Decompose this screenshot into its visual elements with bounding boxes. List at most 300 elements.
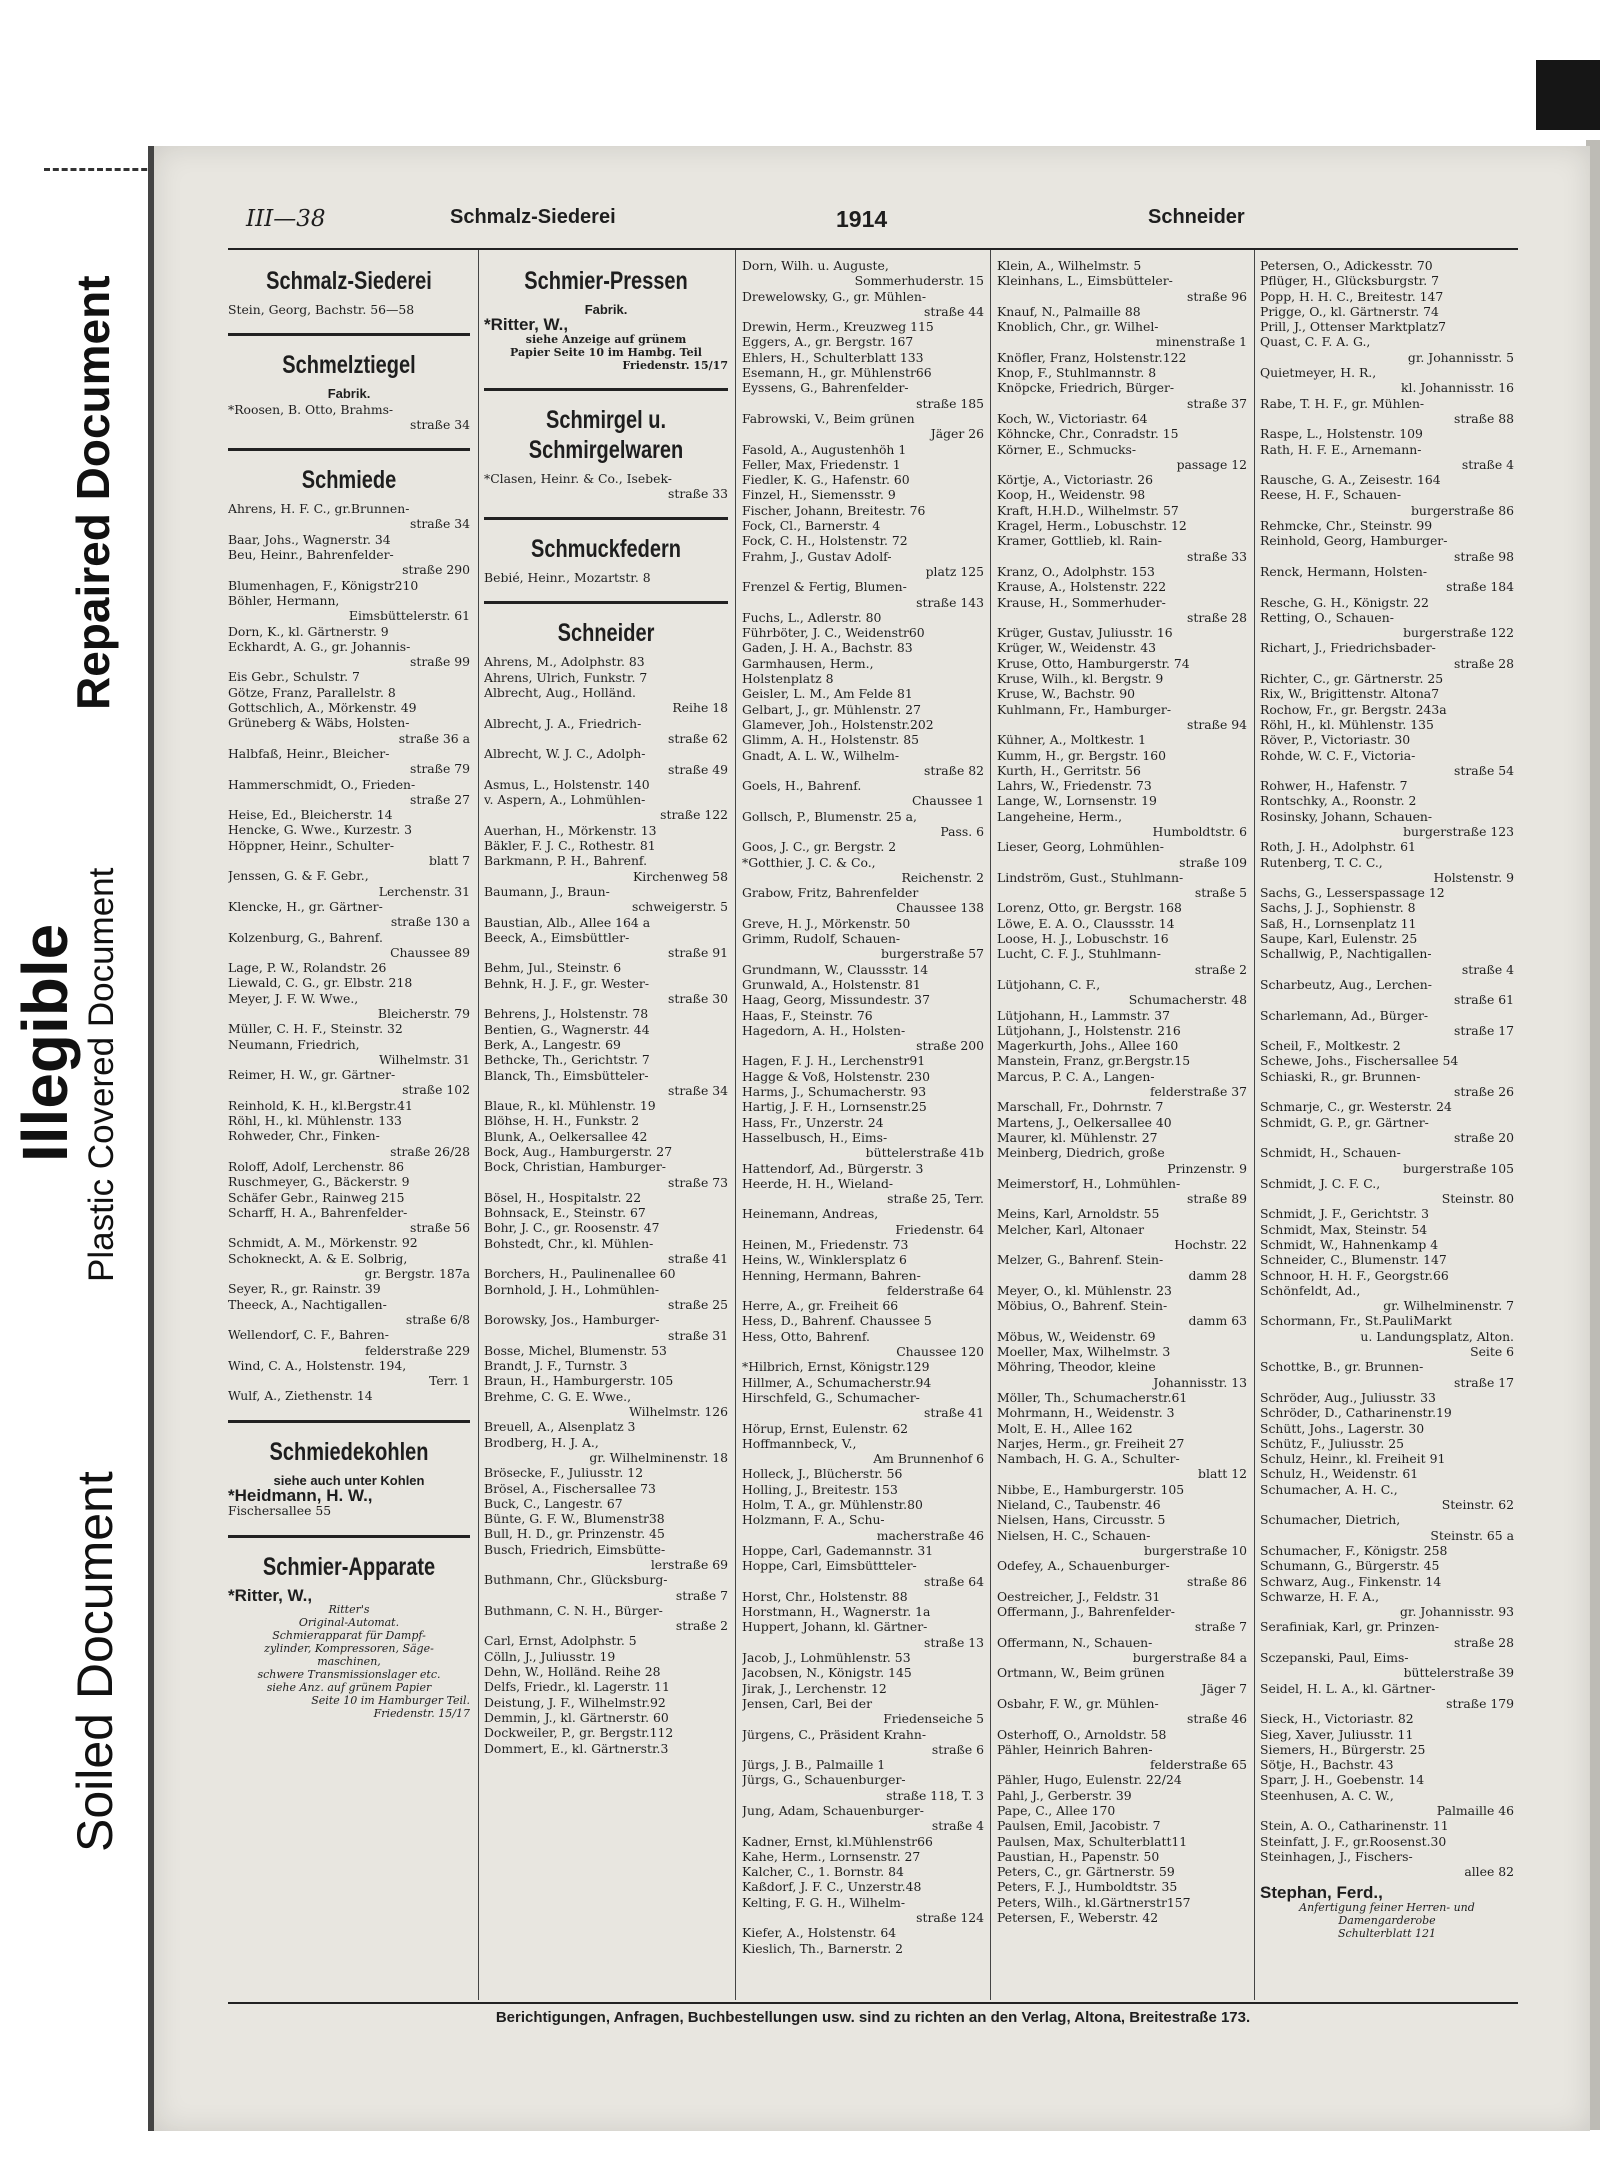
- entry-line: Friedenstr. 64: [895, 1221, 984, 1237]
- entry-line: Quast, C. F. A. G.,: [1260, 334, 1371, 350]
- entry-line: Pahl, J., Gerberstr. 39: [997, 1787, 1132, 1803]
- entry-line: Breuell, A., Alsenplatz 3: [484, 1419, 636, 1435]
- entry-line: platz 125: [925, 563, 984, 579]
- entry-line: Chaussee 120: [896, 1344, 984, 1360]
- entry-line: passage 12: [1176, 456, 1247, 472]
- entry-line: Grunwald, A., Holstenstr. 81: [742, 976, 921, 992]
- scan-edge: [1536, 60, 1600, 130]
- entry-line: *Hilbrich, Ernst, Königstr.129: [742, 1359, 930, 1375]
- entry-line: straße 82: [924, 762, 984, 778]
- entry-line: Melzer, G., Bahrenf. Stein-: [997, 1252, 1164, 1268]
- entry-line: damm 28: [1188, 1267, 1247, 1283]
- entry-line: Humboldtstr. 6: [1152, 823, 1247, 839]
- entry-line: Petersen, F., Weberstr. 42: [997, 1910, 1159, 1926]
- entry-list: [228, 402, 470, 433]
- entry-line: Peters, F. J., Humboldtstr. 35: [997, 1879, 1178, 1895]
- entry-line: Loose, H. J., Lobuschstr. 16: [997, 931, 1169, 947]
- entry-line: maschinen,: [317, 1654, 381, 1668]
- entry-line: burgerstraße 123: [1403, 823, 1514, 839]
- entry-line: Blanck, Th., Eimsbütteler-: [484, 1067, 649, 1083]
- entry-line: Schmidt, A. M., Mörkenstr. 92: [228, 1235, 418, 1251]
- section-heading: Schmiede: [301, 466, 397, 495]
- entry-line: straße 79: [410, 761, 470, 777]
- entry-list: [484, 471, 728, 502]
- entry-line: Retting, O., Schauen-: [1260, 609, 1394, 625]
- entry-line: Reinhold, K. H., kl.Bergstr.41: [228, 1097, 413, 1113]
- entry-line: Kolzenburg, G., Bahrenf.: [228, 929, 383, 945]
- entry-line: Lerchenstr. 31: [378, 883, 470, 899]
- entry-line: Halbfaß, Heinr., Bleicher-: [228, 745, 390, 761]
- entry-line: Hess, D., Bahrenf. Chaussee 5: [742, 1313, 932, 1329]
- stamp-plastic-covered-document: Plastic Covered Document: [82, 867, 121, 1282]
- entry-line: Frenzel & Fertig, Blumen-: [742, 579, 907, 595]
- entry-line: Kumm, H., gr. Bergstr. 160: [997, 747, 1167, 763]
- entry-line: straße 6/8: [405, 1311, 470, 1327]
- entry-line: Resche, G. H., Königstr. 22: [1260, 594, 1429, 610]
- entry-line: Knöpcke, Friedrich, Bürger-: [997, 380, 1175, 396]
- entry-line: straße 91: [668, 945, 728, 961]
- entry-line: Gaden, J. H. A., Bachstr. 83: [742, 640, 913, 656]
- entry-line: Dockweiler, P., gr. Bergstr.112: [484, 1725, 674, 1741]
- entry-line: Kadner, Ernst, kl.Mühlenstr66: [742, 1833, 933, 1849]
- entry-line: Reimer, H. W., gr. Gärtner-: [228, 1067, 396, 1083]
- entry-line: burgerstraße 86: [1411, 502, 1514, 518]
- entry-line: Steinstr. 62: [1441, 1497, 1514, 1513]
- section-rule: [484, 601, 728, 604]
- entry-line: Wilhelmstr. 31: [378, 1051, 470, 1067]
- entry-line: Eckhardt, A. G., gr. Johannis-: [228, 638, 411, 654]
- entry-line: Beu, Heinr., Bahrenfelder-: [228, 547, 394, 563]
- entry-line: straße 20: [1454, 1129, 1514, 1145]
- header-rule: [228, 248, 1518, 250]
- entry-line: Jirak, J., Lerchenstr. 12: [742, 1680, 887, 1696]
- entry-line: siehe Anzeige auf grünem: [525, 332, 687, 346]
- entry-line: Schottke, B., gr. Brunnen-: [1260, 1359, 1424, 1375]
- entry-line: Heinen, M., Friedenstr. 73: [742, 1237, 909, 1252]
- entry-line: Schokneckt, A. & E. Solbrig,: [228, 1250, 408, 1266]
- entry-list: [1260, 258, 1514, 1879]
- entry-line: Jensen, Carl, Bei der: [742, 1695, 872, 1711]
- entry-line: Nieland, C., Taubenstr. 46: [997, 1497, 1161, 1513]
- entry-line: Reichenstr. 2: [901, 869, 984, 885]
- entry-line: Jürgs, G., Schauenburger-: [742, 1772, 906, 1788]
- year: 1914: [836, 206, 888, 232]
- entry-line: Sötje, H., Bachstr. 43: [1260, 1757, 1394, 1773]
- entry-line: Bäkler, F. J. C., Rothestr. 81: [484, 838, 656, 854]
- entry-line: Dehn, W., Holländ. Reihe 28: [484, 1664, 661, 1680]
- entry-line: Heins, W., Winklersplatz 6: [742, 1252, 907, 1268]
- entry-line: Möbus, W., Weidenstr. 69: [997, 1328, 1156, 1344]
- entry-line: Rohde, W. C. F., Victoria-: [1260, 747, 1416, 763]
- entry-line: straße 143: [916, 594, 984, 610]
- stamp-repaired-document: Repaired Document: [67, 275, 119, 710]
- entry-line: Prill, J., Ottenser Marktplatz7: [1260, 319, 1446, 335]
- entry-line: Nielsen, H. C., Schauen-: [997, 1527, 1151, 1543]
- entry-line: Terr. 1: [429, 1373, 470, 1389]
- entry-line: Schulz, H., Weidenstr. 61: [1260, 1466, 1419, 1482]
- entry-line: Brandt, J. F., Turnstr. 3: [484, 1358, 628, 1374]
- entry-line: Demmin, J., kl. Gärtnerstr. 60: [484, 1709, 669, 1725]
- section-rule: [484, 517, 728, 520]
- entry-line: Henning, Hermann, Bahren-: [742, 1267, 921, 1283]
- entry-line: felderstraße 64: [886, 1282, 984, 1298]
- entry-line: Hattendorf, Ad., Bürgerstr. 3: [742, 1160, 924, 1176]
- entry-line: Blunk, A., Oelkersallee 42: [484, 1128, 648, 1144]
- entry-line: Schmidt, J. F., Gerichtstr. 3: [1260, 1206, 1429, 1222]
- entry-line: gr. Johannisstr. 5: [1407, 349, 1514, 365]
- entry-line: Rehmcke, Chr., Steinstr. 99: [1260, 518, 1433, 534]
- stamp-soiled-document: Soiled Document: [67, 1471, 123, 1852]
- entry-line: Rontschky, A., Roonstr. 2: [1260, 793, 1417, 809]
- entry-line: Frahm, J., Gustav Adolf-: [742, 548, 892, 564]
- entry-line: Prinzenstr. 9: [1167, 1160, 1247, 1176]
- entry-line: gr. Johannisstr. 93: [1400, 1604, 1514, 1620]
- entry-line: Lahrs, W., Friedenstr. 73: [997, 778, 1152, 794]
- entry-line: Stein, Georg, Bachstr. 56—58: [228, 302, 415, 317]
- entry-line: Sparr, J. H., Goebenstr. 14: [1260, 1772, 1425, 1788]
- entry-line: Siemers, H., Bürgerstr. 25: [1260, 1741, 1426, 1757]
- entry-line: Dorn, K., kl. Gärtnerstr. 9: [228, 623, 389, 639]
- entry-line: Jung, Adam, Schauenburger-: [742, 1802, 924, 1818]
- entry-line: straße 27: [410, 791, 470, 807]
- entry-line: straße 7: [675, 1587, 728, 1603]
- entry-line: Sachs, G., Lesserspassage 12: [1260, 885, 1445, 901]
- entry-line: Schmidt, W., Hahnenkamp 4: [1260, 1237, 1439, 1252]
- entry-line: Chaussee 89: [390, 944, 470, 960]
- entry-line: straße 7: [1194, 1619, 1247, 1635]
- entry-line: Hartig, J. F. H., Lornsenstr.25: [742, 1099, 927, 1115]
- entry-line: Schiaski, R., gr. Brunnen-: [1260, 1068, 1421, 1084]
- entry-line: v. Aspern, A., Lohmühlen-: [484, 792, 646, 808]
- entry-line: Holzmann, F. A., Schu-: [742, 1512, 885, 1528]
- entry-line: Bohnsack, E., Steinstr. 67: [484, 1205, 646, 1221]
- entry-line: Rohwer, H., Hafenstr. 7: [1260, 778, 1408, 794]
- entry-line: Jacob, J., Lohmühlenstr. 53: [742, 1650, 911, 1666]
- entry-line: Schönfeldt, Ad.,: [1260, 1282, 1361, 1298]
- entry-line: Narjes, Herm., gr. Freiheit 27: [997, 1435, 1185, 1451]
- entry-line: blatt 7: [428, 853, 470, 869]
- entry-line: Carl, Ernst, Adolphstr. 5: [484, 1633, 637, 1649]
- entry-line: Schütt, Johs., Lagerstr. 30: [1260, 1420, 1425, 1436]
- entry-line: Scharbeutz, Aug., Lerchen-: [1260, 976, 1432, 992]
- entry-line: straße 124: [916, 1910, 984, 1926]
- entry-line: Rix, W., Brigittenstr. Altona7: [1260, 686, 1440, 702]
- ad-name: *Ritter, W.,: [228, 1585, 313, 1605]
- entry-line: Glamever, Joh., Holstenstr.202: [742, 716, 934, 732]
- entry-line: straße 37: [1187, 395, 1247, 411]
- page-number: III—38: [246, 206, 326, 232]
- entry-line: Delfs, Friedr., kl. Lagerstr. 11: [484, 1679, 670, 1695]
- entry-line: straße 54: [1454, 762, 1514, 778]
- entry-line: Dorn, Wilh. u. Auguste,: [742, 258, 889, 273]
- entry-line: Harms, J., Schumacherstr. 93: [742, 1084, 927, 1100]
- ad-lines: [228, 1603, 470, 1720]
- section-rule: [228, 1535, 470, 1538]
- entry-line: Lucht, C. F. J., Stuhlmann-: [997, 946, 1161, 962]
- entry-line: Rausche, G. A., Zeisestr. 164: [1260, 472, 1441, 488]
- entry-line: Palmaille 46: [1436, 1802, 1514, 1818]
- entry-line: Neumann, Friedrich,: [228, 1036, 360, 1052]
- entry-line: Grundmann, W., Claussstr. 14: [742, 961, 929, 977]
- entry-line: Bohr, J. C., gr. Roosenstr. 47: [484, 1220, 660, 1236]
- entry-list: [228, 501, 470, 1404]
- entry-line: Rutenberg, T. C. C.,: [1260, 854, 1383, 870]
- entry-line: Kalcher, C., 1. Bornstr. 84: [742, 1864, 904, 1880]
- entry-line: Paustian, H., Papenstr. 50: [997, 1848, 1160, 1864]
- entry-line: Steenhusen, A. C. W.,: [1260, 1787, 1394, 1803]
- entry-line: Seite 10 im Hamburger Teil.: [311, 1693, 470, 1707]
- running-head-last: Schneider: [1148, 206, 1245, 228]
- column-4: [997, 258, 1247, 1925]
- page-footer: Berichtigungen, Anfragen, Buchbestellungen usw. sind zu richten an den Verlag, Altona, Breitestraße 173.: [228, 2002, 1518, 2026]
- entry-line: Schewe, Johs., Fischersallee 54: [1260, 1053, 1459, 1069]
- column-divider: [990, 250, 991, 2000]
- entry-line: Röhl, H., kl. Mühlenstr. 133: [228, 1113, 402, 1129]
- entry-line: Horstmann, H., Wagnerstr. 1a: [742, 1604, 931, 1620]
- entry-line: macherstraße 46: [876, 1527, 984, 1543]
- entry-line: schwere Transmissionslager etc.: [257, 1667, 441, 1681]
- entry-line: straße 94: [1187, 716, 1247, 732]
- entry-line: zylinder, Kompressoren, Säge-: [264, 1641, 434, 1655]
- entry-line: felderstraße 37: [1149, 1084, 1247, 1100]
- entry-line: Kiefer, A., Holstenstr. 64: [742, 1925, 897, 1941]
- entry-line: straße 13: [924, 1634, 984, 1650]
- section-heading: Schmiedekohlen: [269, 1437, 429, 1466]
- entry-line: Scheil, F., Moltkestr. 2: [1260, 1038, 1401, 1054]
- entry-line: Steinstr. 65 a: [1430, 1527, 1514, 1543]
- section-subheading: siehe auch unter Kohlen: [273, 1472, 425, 1488]
- entry-line: straße 17: [1454, 1022, 1514, 1038]
- entry-line: Moeller, Max, Wilhelmstr. 3: [997, 1344, 1171, 1360]
- entry-line: Busch, Friedrich, Eimsbütte-: [484, 1541, 666, 1557]
- entry-line: Theeck, A., Nachtigallen-: [228, 1296, 387, 1312]
- entry-line: Asmus, L., Holstenstr. 140: [484, 776, 650, 792]
- entry-line: gr. Wilhelminenstr. 18: [589, 1449, 728, 1465]
- entry-line: straße 26: [1454, 1084, 1514, 1100]
- entry-line: Möhring, Theodor, kleine: [997, 1359, 1156, 1375]
- entry-line: Lütjohann, J., Holstenstr. 216: [997, 1022, 1181, 1038]
- entry-line: Kruse, Otto, Hamburgerstr. 74: [997, 655, 1190, 671]
- entry-line: Röver, P., Victoriastr. 30: [1260, 732, 1411, 748]
- entry-line: Kruse, Wilh., kl. Bergstr. 9: [997, 671, 1164, 687]
- entry-line: Bornhold, J. H., Lohmühlen-: [484, 1281, 660, 1297]
- entry-line: Jenssen, G. & F. Gebr.,: [228, 868, 369, 884]
- entry-line: Götze, Franz, Parallelstr. 8: [228, 684, 396, 700]
- entry-line: gr. Bergstr. 187a: [364, 1266, 470, 1282]
- entry-line: straße 31: [668, 1327, 728, 1343]
- entry-line: Serafiniak, Karl, gr. Prinzen-: [1260, 1619, 1440, 1635]
- entry-line: Buck, C., Langestr. 67: [484, 1495, 623, 1511]
- entry-line: Gnadt, A. L. W., Wilhelm-: [742, 747, 900, 763]
- section-heading: Schmirgel u. Schmirgelwaren: [528, 405, 684, 464]
- entry-line: Oestreicher, J., Feldstr. 31: [997, 1588, 1161, 1604]
- entry-line: Sieg, Xaver, Juliusstr. 11: [1260, 1726, 1414, 1742]
- entry-line: straße 185: [916, 395, 984, 411]
- entry-line: Ehlers, H., Schulterblatt 133: [742, 349, 924, 365]
- section-heading: Schmalz-Siederei: [266, 267, 432, 295]
- entry-line: straße 26/28: [390, 1143, 470, 1159]
- section-heading: Schmier-Apparate: [262, 1552, 436, 1581]
- entry-line: Ahrens, M., Adolphstr. 83: [484, 654, 645, 670]
- entry-line: Höppner, Heinr., Schulter-: [228, 837, 395, 853]
- entry-line: Magerkurth, Johs., Allee 160: [997, 1038, 1179, 1054]
- entry-line: Fiedler, K. G., Hafenstr. 60: [742, 472, 910, 488]
- entry-line: Buthmann, C. N. H., Bürger-: [484, 1602, 663, 1618]
- entry-line: Haas, F., Steinstr. 76: [742, 1007, 873, 1023]
- entry-line: Richter, C., gr. Gärtnerstr. 25: [1260, 671, 1444, 687]
- entry-line: Melcher, Karl, Altonaer: [997, 1221, 1145, 1237]
- entry-line: Behnk, H. J. F., gr. Wester-: [484, 975, 650, 991]
- entry-line: Nielsen, Hans, Circusstr. 5: [997, 1512, 1166, 1528]
- entry-line: Löwe, E. A. O., Claussstr. 14: [997, 915, 1175, 931]
- entry-line: u. Landungsplatz, Alton.: [1360, 1328, 1514, 1344]
- entry-line: Kranz, O., Adolphstr. 153: [997, 563, 1155, 579]
- entry-line: Hasselbusch, H., Eims-: [742, 1129, 888, 1145]
- entry-line: Bleicherstr. 79: [377, 1005, 470, 1021]
- entry-line: Schröder, D., Catharinenstr.19: [1260, 1405, 1452, 1421]
- entry-line: Rohweder, Chr., Finken-: [228, 1128, 380, 1144]
- entry-line: Maurer, kl. Mühlenstr. 27: [997, 1129, 1158, 1145]
- entry-line: Schneider, C., Blumenstr. 147: [1260, 1252, 1447, 1268]
- entry-line: straße 28: [1187, 609, 1247, 625]
- entry-line: Lage, P. W., Rolandstr. 26: [228, 960, 387, 976]
- entry-line: Fock, C. H., Holstenstr. 72: [742, 533, 908, 549]
- entry-line: Schmidt, Max, Steinstr. 54: [1260, 1221, 1428, 1237]
- entry-list: [742, 258, 984, 1956]
- entry-line: *Gotthier, J. C. & Co.,: [742, 854, 876, 870]
- entry-line: Chaussee 1: [911, 793, 984, 809]
- column-divider: [478, 250, 479, 2000]
- entry-line: Paulsen, Emil, Jacobistr. 7: [997, 1818, 1161, 1834]
- entry-line: Osterhoff, O., Arnoldstr. 58: [997, 1726, 1167, 1742]
- entry-line: Grimm, Rudolf, Schauen-: [742, 931, 901, 947]
- entry-line: Blöhse, H. H., Funkstr. 2: [484, 1113, 640, 1129]
- entry-line: Hencke, G. Wwe., Kurzestr. 3: [228, 822, 413, 838]
- section-heading: Schmelztiegel: [282, 351, 416, 380]
- entry-line: Schwarze, H. F. A.,: [1260, 1588, 1380, 1604]
- entry-line: Roth, J. H., Adolphstr. 61: [1260, 839, 1416, 855]
- entry-line: Steinhagen, J., Fischers-: [1260, 1848, 1413, 1864]
- entry-line: Drewin, Herm., Kreuzweg 115: [742, 319, 934, 335]
- entry-line: Lange, W., Lornsenstr. 19: [997, 793, 1157, 809]
- entry-line: Baumann, J., Braun-: [484, 883, 610, 899]
- entry-line: Feller, Max, Friedenstr. 1: [742, 456, 901, 472]
- entry-line: Kruse, W., Bachstr. 90: [997, 686, 1136, 702]
- entry-line: Schumacher, F., Königstr. 258: [1260, 1542, 1448, 1558]
- entry-line: Huppert, Johann, kl. Gärtner-: [742, 1619, 928, 1635]
- entry-line: Braun, H., Hamburgerstr. 105: [484, 1373, 674, 1389]
- entry-line: Möller, Th., Schumacherstr.61: [997, 1389, 1188, 1405]
- entry-list: [228, 1503, 470, 1518]
- entry-line: straße 102: [402, 1082, 470, 1098]
- entry-line: Rochow, Fr., gr. Bergstr. 243a: [1260, 701, 1447, 717]
- entry-line: straße 33: [668, 485, 728, 501]
- entry-line: Blumenhagen, F., Königstr210: [228, 577, 419, 593]
- entry-line: Eggers, A., gr. Bergstr. 167: [742, 334, 914, 350]
- entry-line: Steinstr. 80: [1441, 1191, 1514, 1207]
- entry-line: Brösel, A., Fischersallee 73: [484, 1480, 656, 1496]
- entry-line: Martens, J., Oelkersallee 40: [997, 1114, 1172, 1130]
- entry-line: Meinberg, Diedrich, große: [997, 1145, 1165, 1161]
- entry-line: Schulterblatt 121: [1337, 1926, 1437, 1940]
- entry-line: Berk, A., Langestr. 69: [484, 1036, 621, 1052]
- entry-line: straße 28: [1454, 655, 1514, 671]
- entry-line: Fasold, A., Augustenhöh 1: [742, 441, 907, 457]
- entry-line: Barkmann, P. H., Bahrenf.: [484, 853, 648, 869]
- entry-line: straße 34: [410, 416, 470, 432]
- ad-name: Stephan, Ferd.,: [1260, 1883, 1383, 1903]
- entry-line: *Clasen, Heinr. & Co., Isebek-: [484, 470, 672, 486]
- entry-line: Pape, C., Allee 170: [997, 1802, 1116, 1818]
- entry-line: Borowsky, Jos., Hamburger-: [484, 1312, 660, 1328]
- entry-line: straße 2: [1194, 961, 1247, 977]
- entry-line: Meins, Karl, Arnoldstr. 55: [997, 1206, 1160, 1222]
- entry-line: Kahe, Herm., Lornsenstr. 27: [742, 1848, 921, 1864]
- entry-line: Ritter's: [328, 1602, 370, 1616]
- entry-line: straße 4: [931, 1818, 984, 1834]
- entry-line: straße 2: [675, 1618, 728, 1634]
- entry-line: straße 118, T. 3: [886, 1787, 984, 1803]
- entry-line: büttelerstraße 41b: [865, 1145, 984, 1161]
- left-dashed-mark: [44, 168, 156, 173]
- entry-line: Lorenz, Otto, gr. Bergstr. 168: [997, 900, 1182, 916]
- entry-line: straße 99: [410, 654, 470, 670]
- entry-line: straße 96: [1187, 288, 1247, 304]
- entry-line: Schulz, Heinr., kl. Freiheit 91: [1260, 1451, 1446, 1467]
- entry-line: Röhl, H., kl. Mühlenstr. 135: [1260, 716, 1434, 732]
- entry-line: straße 56: [410, 1220, 470, 1236]
- entry-line: Kraft, H.H.D., Wilhelmstr. 57: [997, 502, 1179, 518]
- entry-line: lerstraße 69: [650, 1557, 728, 1572]
- entry-line: Wulf, A., Ziethenstr. 14: [228, 1388, 373, 1404]
- entry-line: Drewelowsky, G., gr. Mühlen-: [742, 288, 927, 304]
- entry-line: Steinfatt, J. F., gr.Roosenst.30: [1260, 1833, 1447, 1849]
- entry-line: straße 30: [668, 991, 728, 1007]
- entry-line: Kelting, F. G. H., Wilhelm-: [742, 1894, 906, 1910]
- entry-line: Kramer, Gottlieb, kl. Rain-: [997, 533, 1162, 549]
- entry-line: Knöfler, Franz, Holstenstr.122: [997, 349, 1187, 365]
- entry-line: straße 17: [1454, 1374, 1514, 1390]
- entry-line: Reihe 18: [672, 700, 728, 716]
- entry-line: straße 36 a: [398, 730, 470, 746]
- entry-line: straße 6: [931, 1741, 984, 1757]
- entry-line: Nibbe, E., Hamburgerstr. 105: [997, 1481, 1185, 1497]
- entry-line: Behrens, J., Holstenstr. 78: [484, 1006, 649, 1022]
- section-heading: Schmuckfedern: [530, 535, 682, 564]
- entry-line: burgerstraße 57: [881, 946, 984, 962]
- entry-line: Schütz, F., Juliusstr. 25: [1260, 1435, 1405, 1451]
- entry-line: Heerde, H. H., Wieland-: [742, 1175, 894, 1191]
- entry-line: straße 62: [668, 730, 728, 746]
- entry-line: damm 63: [1188, 1313, 1247, 1329]
- entry-line: Deistung, J. F., Wilhelmstr.92: [484, 1694, 666, 1710]
- entry-line: Kieslich, Th., Barnerstr. 2: [742, 1940, 904, 1956]
- entry-line: Schmidt, H., Schauen-: [1260, 1145, 1401, 1161]
- entry-line: Koop, H., Weidenstr. 98: [997, 487, 1146, 503]
- column-1: [228, 258, 470, 1720]
- entry-line: straße 122: [660, 807, 728, 823]
- entry-line: Mohrmann, H., Weidenstr. 3: [997, 1405, 1175, 1421]
- column-divider: [1254, 250, 1255, 2000]
- entry-line: straße 5: [1194, 885, 1247, 901]
- entry-line: Holstenstr. 9: [1433, 869, 1514, 885]
- entry-line: Baustian, Alb., Allee 164 a: [484, 914, 651, 930]
- entry-line: Stein, A. O., Catharinenstr. 11: [1260, 1818, 1449, 1834]
- entry-line: Jacobsen, N., Königstr. 145: [742, 1665, 912, 1681]
- entry-line: straße 64: [924, 1573, 984, 1589]
- section-rule: [228, 1420, 470, 1423]
- entry-line: Richart, J., Friedrichsbader-: [1260, 640, 1436, 656]
